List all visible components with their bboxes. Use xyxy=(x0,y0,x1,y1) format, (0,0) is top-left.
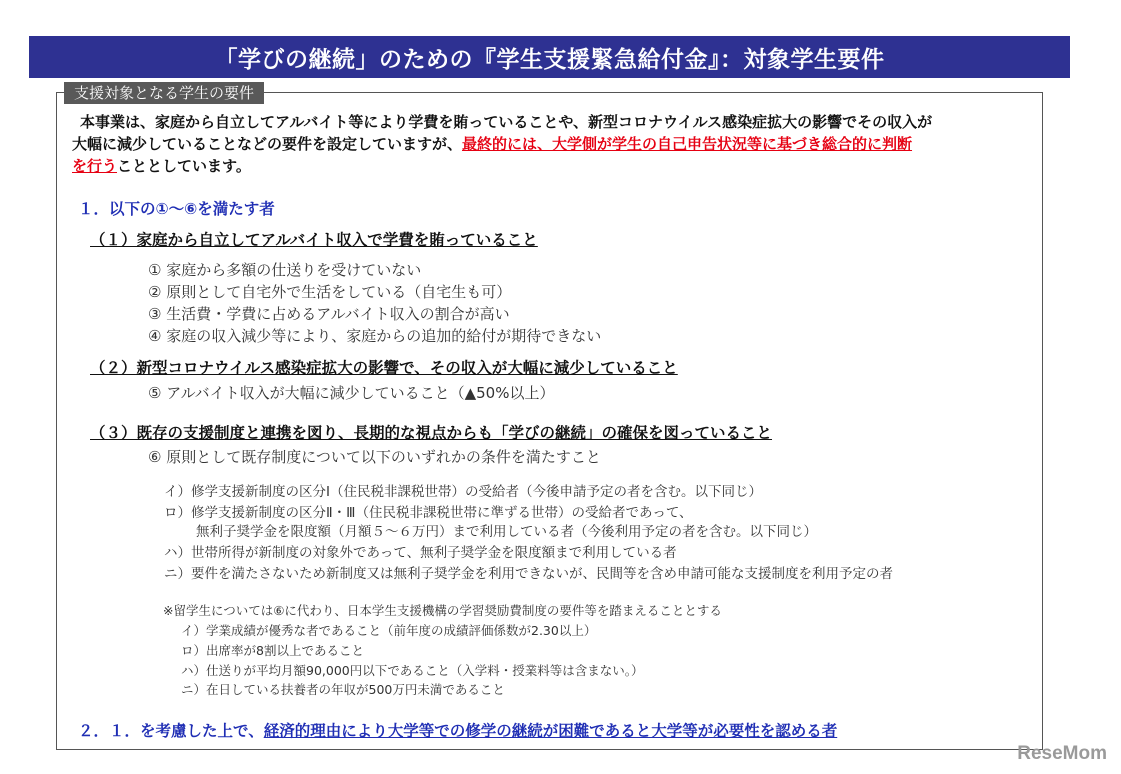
note-item-4: ニ）在日している扶養者の年収が500万円未満であること xyxy=(181,682,505,697)
sub3-item: ⑥ 原則として既存制度について以下のいずれかの条件を満たすこと xyxy=(148,448,601,466)
sub1-item-4: ④ 家庭の収入減少等により、家庭からの追加的給付が期待できない xyxy=(148,327,602,345)
section2-prefix: ２．１．を考慮した上で、 xyxy=(78,722,264,740)
sub1-item-3: ③ 生活費・学費に占めるアルバイト収入の割合が高い xyxy=(148,305,510,323)
section1-heading: １．以下の①～⑥を満たす者 xyxy=(78,200,275,218)
condition-ro: ロ）修学支援新制度の区分Ⅱ・Ⅲ（住民税非課税世帯に準ずる世帯）の受給者であって、 xyxy=(164,505,693,521)
intro-line-3-red: を行う xyxy=(72,157,118,175)
box-label: 支援対象となる学生の要件 xyxy=(64,82,264,104)
note-item-3: ハ）仕送りが平均月額90,000円以下であること（入学料・授業料等は含まない。） xyxy=(181,663,644,678)
sub1-item-2: ② 原則として自宅外で生活をしている（自宅生も可） xyxy=(148,283,512,301)
sub2-item: ⑤ アルバイト収入が大幅に減少していること（▲50%以上） xyxy=(148,384,555,402)
sub2-heading: （２）新型コロナウイルス感染症拡大の影響で、その収入が大幅に減少していること xyxy=(90,359,678,377)
condition-ni: ニ）要件を満たさないため新制度又は無利子奨学金を利用できないが、民間等を含め申請可能な支援制度を利用予定の者 xyxy=(164,566,893,582)
condition-i: イ）修学支援新制度の区分Ⅰ（住民税非課税世帯）の受給者（今後申請予定の者を含む。以下同じ） xyxy=(164,484,762,500)
intro-line-2-plain: 大幅に減少していることなどの要件を設定していますが、 xyxy=(72,135,463,153)
sub1-item-1: ① 家庭から多額の仕送りを受けていない xyxy=(148,261,422,279)
section2-heading xyxy=(78,719,837,741)
intro-line-3 xyxy=(72,155,251,176)
section2-underlined: 経済的理由により大学等での修学の継続が困難であると大学等が必要性を認める者 xyxy=(263,722,838,740)
note-item-2: ロ）出席率が8割以上であること xyxy=(181,643,364,658)
sub3-heading: （３）既存の支援制度と連携を図り、長期的な視点からも「学びの継続」の確保を図っていること xyxy=(90,424,773,442)
intro-line-2-red: 最終的には、大学側が学生の自己申告状況等に基づき総合的に判断 xyxy=(462,135,913,153)
resemom-logo: ReseMom xyxy=(1017,743,1107,764)
sub1-heading: （１）家庭から自立してアルバイト収入で学費を賄っていること xyxy=(90,231,538,249)
intro-line-1: 本事業は、家庭から自立してアルバイト等により学費を賄っていることや、新型コロナウイルス感染症拡大の影響でその収入が xyxy=(80,113,933,131)
note-heading: ※留学生については⑥に代わり、日本学生支援機構の学習奨励費制度の要件等を踏まえることとする xyxy=(163,603,722,618)
page-title: 「学びの継続」のための『学生支援緊急給付金』：対象学生要件 xyxy=(29,36,1070,78)
intro-line-2 xyxy=(72,133,912,154)
condition-ha: ハ）世帯所得が新制度の対象外であって、無利子奨学金を限度額まで利用している者 xyxy=(164,545,677,561)
condition-ro-cont: 無利子奨学金を限度額（月額５～６万円）まで利用している者（今後利用予定の者を含む。以下同じ） xyxy=(196,524,817,540)
note-item-1: イ）学業成績が優秀な者であること（前年度の成績評価係数が2.30以上） xyxy=(181,623,597,638)
intro-line-3-plain: こととしています。 xyxy=(117,157,251,175)
